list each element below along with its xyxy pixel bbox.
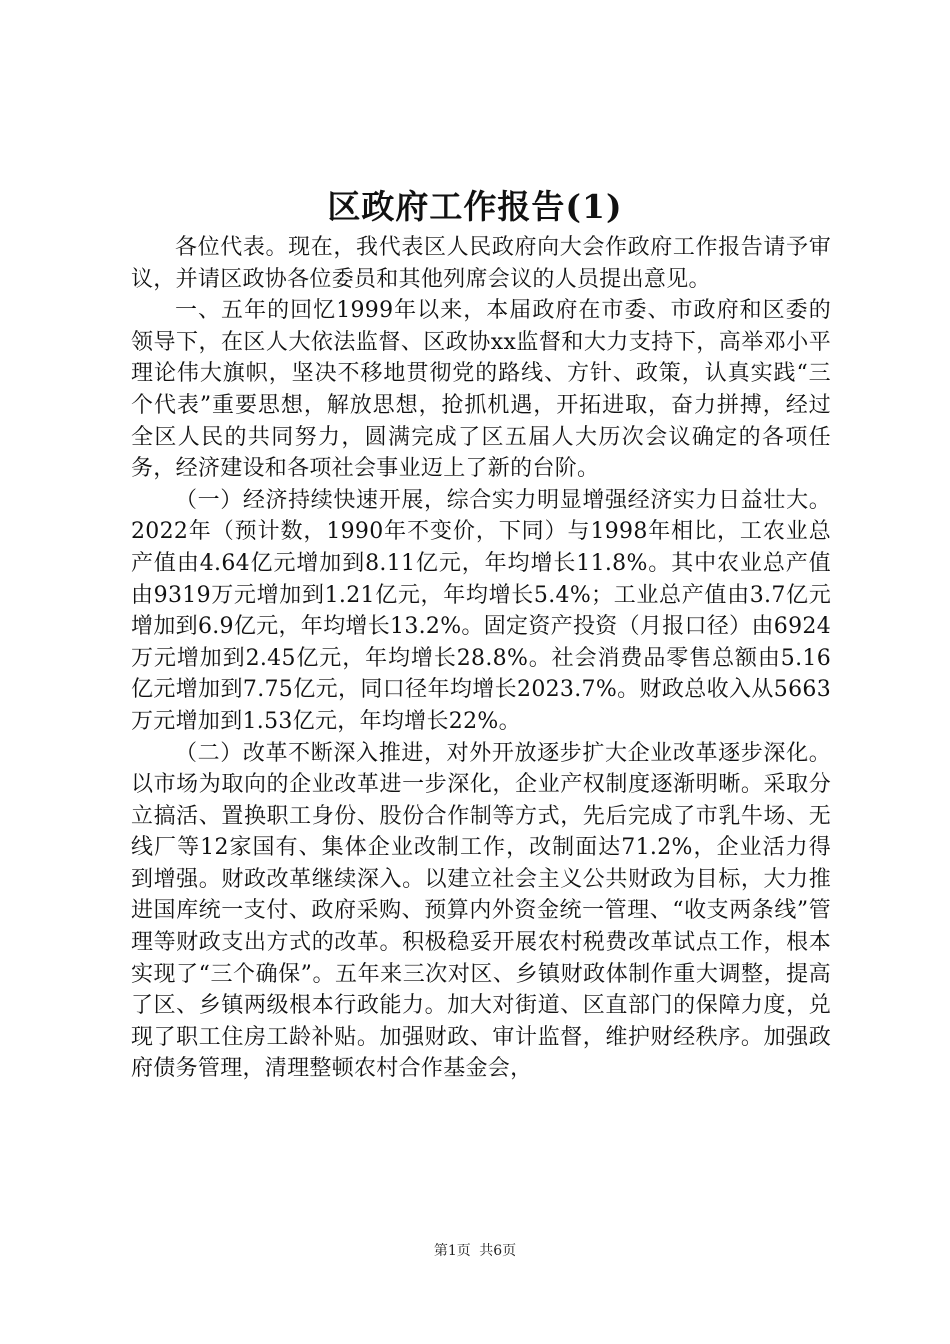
document-title: 区政府工作报告(1)	[327, 187, 623, 226]
paragraph-reform: （二）改革不断深入推进，对外开放逐步扩大企业改革逐步深化。以市场为取向的企业改革进一步深化，企业产权制度逐渐明晰。采取分立搞活、置换职工身份、股份合作制等方式，先后完成了市乳牛场、无线厂等12家国有、集体企业改制工作，改制面达71.2%，企业活力得到增强。财政改革继续深入。以建立社会主义公共财政为目标，大力推进国库统一支付、政府采购、预算内外资金统一管理、“收支两条线”管理等财政支出方式的改革。积极稳妥开展农村税费改革试点工作，根本实现了“三个确保”。五年来三次对区、乡镇财政体制作重大调整，提高了区、乡镇两级根本行政能力。加大对街道、区直部门的保障力度，兑现了职工住房工龄补贴。加强财政、审计监督，维护财经秩序。加强政府债务管理，清理整顿农村合作基金会，	[131, 740, 831, 1082]
paragraph-economy: （一）经济持续快速开展，综合实力明显增强经济实力日益壮大。2022年（预计数，1990年不变价，下同）与1998年相比，工农业总产值由4.64亿元增加到8.11亿元，年均增长11.8%。其中农业总产值由9319万元增加到1.21亿元，年均增长5.4%；工业总产值由3.7亿元增加到6.9亿元，年均增长13.2%。固定资产投资（月报口径）由6924万元增加到2.45亿元，年均增长28.8%。社会消费品零售总额由5.16亿元增加到7.75亿元，同口径年均增长2023.7%。财政总收入从5663万元增加到1.53亿元，年均增长22%。	[131, 487, 831, 734]
paragraph-intro: 各位代表。现在，我代表区人民政府向大会作政府工作报告请予审议，并请区政协各位委员和其他列席会议的人员提出意见。	[131, 235, 831, 292]
page-footer	[0, 1241, 950, 1261]
page-total: 共6页	[479, 1243, 517, 1259]
paragraph-review: 一、五年的回忆1999年以来，本届政府在市委、市政府和区委的领导下，在区人大依法监督、区政协xx监督和大力支持下，高举邓小平理论伟大旗帜，坚决不移地贯彻党的路线、方针、政策，认真实践“三个代表”重要思想，解放思想，抢抓机遇，开拓进取，奋力拼搏，经过全区人民的共同努力，圆满完成了区五届人大历次会议确定的各项任务，经济建设和各项社会事业迈上了新的台阶。	[131, 298, 831, 482]
document-body	[131, 232, 831, 1085]
page-number: 第1页	[433, 1243, 471, 1259]
